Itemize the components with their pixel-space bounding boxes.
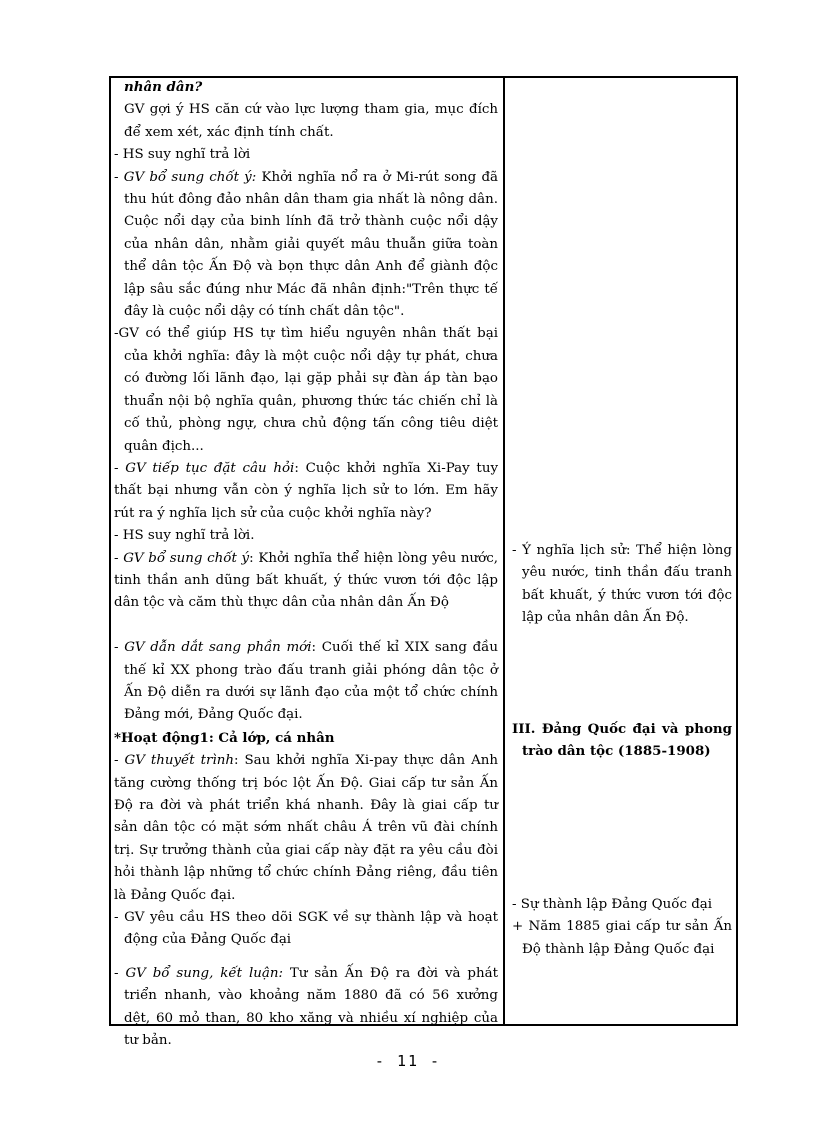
question-end: nhân dân? <box>124 79 203 95</box>
activity-heading: *Hoạt động1: Cả lớp, cá nhân <box>114 729 335 746</box>
teacher-hint: GV gợi ý HS căn cứ vào lực lượng tham gia, mục đích để xem xét, xác định tính chất. <box>124 102 498 140</box>
student-answer-2: - HS suy nghĩ trả lời. <box>114 528 255 544</box>
teacher-request: - GV yêu cầu HS theo dõi SGK về sự thành lập và hoạt động của Đảng Quốc đại <box>114 910 498 948</box>
teacher-conclusion-3: - GV bổ sung, kết luận: Tư sản Ấn Độ ra đời và phát triển nhanh, vào khoảng năm 1880 đã có 56 xưởng dệt, 60 mỏ than, 80 kho xăng và nhiều xí nghiệp của tư bản. <box>114 965 498 1049</box>
teacher-conclusion-1: - GV bổ sung chốt ý: Khởi nghĩa nổ ra ở Mi-rút song đã thu hút đông đảo nhân dân tham gia nhất là nông dân. Cuộc nổi dạy của binh lính đã trở thành cuộc nổi dậy của nhân dân, nhằm giải quyết mâu thuẫn giữa toàn thể dân tộc Ấn Độ và bọn thực dân Anh để giành độc lập sâu sắc đúng như Mác đã nhân định:"Trên thực tế đây là cuộc nổi dậy có tính chất dân tộc". <box>114 169 499 320</box>
column-divider <box>503 76 505 1026</box>
historical-significance: - Ý nghĩa lịch sử: Thể hiện lòng yêu nước, tinh thần đấu tranh bất khuất, ý thức vươn tới độc lập của nhân dân Ấn Độ. <box>512 543 732 626</box>
page-number: - 11 - <box>374 1052 442 1070</box>
left-column <box>114 76 498 1052</box>
party-founding-notes: - Sự thành lập Đảng Quốc đại + Năm 1885 giai cấp tư sản Ấn Độ thành lập Đảng Quốc đại <box>512 897 732 957</box>
teacher-presentation: - GV thuyết trình: Sau khởi nghĩa Xi-pay thực dân Anh tăng cường thống trị bóc lột Ấn Độ. Giai cấp tư sản Ấn Độ ra đời và phát triển khá nhanh. Đây là giai cấp tư sản dân tộc có mặt sớm nhất châu Á trên vũ đài chính trị. Sự trưởng thành của giai cấp này đặt ra yêu cầu đòi hỏi thành lập những tổ chức chính Đảng riêng, đầu tiên là Đảng Quốc đại. <box>114 753 498 903</box>
teacher-question: - GV tiếp tục đặt câu hỏi: Cuộc khởi nghĩa Xi-Pay tuy thất bại nhưng vẫn còn ý nghĩa lịch sử to lớn. Em hãy rút ra ý nghĩa lịch sử của cuộc khởi nghĩa này? <box>114 460 499 521</box>
section-heading-iii: III. Đảng Quốc đại và phong trào dân tộc (1885-1908) <box>512 721 732 760</box>
student-answer: - HS suy nghĩ trả lời <box>114 147 251 163</box>
teacher-transition: - GV dẫn dắt sang phần mới: Cuối thế kỉ XIX sang đầu thế kỉ XX phong trào đấu tranh giải phóng dân tộc ở Ấn Độ diễn ra dưới sự lãnh đạo của một tổ chức chính Đảng mới, Đảng Quốc đại. <box>114 640 498 723</box>
teacher-guidance: -GV có thể giúp HS tự tìm hiểu nguyên nhân thất bại của khởi nghĩa: đây là một cuộc nổi dậy tự phát, chưa có đường lối lãnh đạo, lại gặp phải sự đàn áp tàn bạo thuẩn nội bộ nghĩa quân, phương thức tác chiến chỉ là cố thủ, phòng ngự, chưa chủ động tấn công tiêu diệt quân địch... <box>114 326 498 454</box>
teacher-conclusion-2: - GV bổ sung chốt ý: Khởi nghĩa thể hiện lòng yêu nước, tinh thần anh dũng bất khuất, ý thức vươn tới độc lập dân tộc và căm thù thực dân của nhân dân Ấn Độ <box>114 550 498 611</box>
